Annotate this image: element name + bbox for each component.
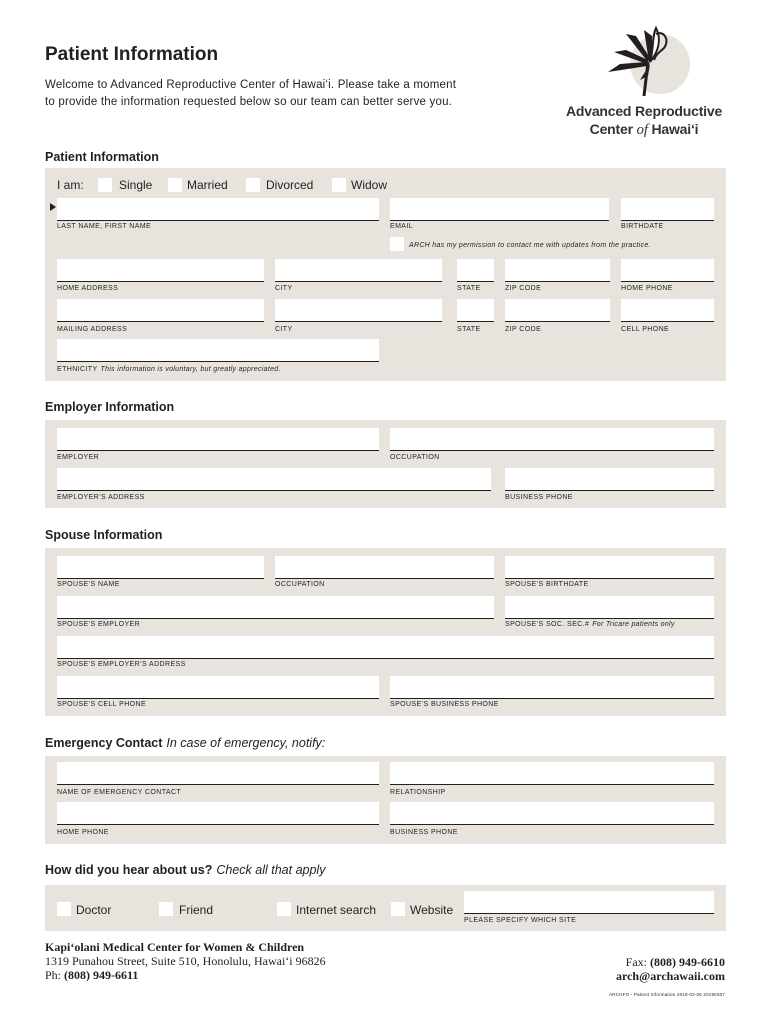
spouse-employer-field[interactable] <box>57 596 494 619</box>
divorced-checkbox[interactable] <box>246 178 260 192</box>
mailing-address-field[interactable] <box>57 299 264 322</box>
spouse-panel: SPOUSE’S NAME OCCUPATION SPOUSE’S BIRTHDATE SPOUSE’S EMPLOYER SPOUSE’S SOC. SEC.# For Tricare patients only SPOUSE’S EMPLOYER’S ADDRESS SPOUSE’S CELL PHONE SPOUSE’S BUSINESS PHONE <box>45 548 726 716</box>
married-checkbox[interactable] <box>168 178 182 192</box>
footer-contact-block: Fax: (808) 949-6610 arch@archawaii.com <box>615 955 725 983</box>
emergency-section-title: Emergency Contact In case of emergency, notify: <box>45 736 326 750</box>
friend-checkbox[interactable] <box>159 902 173 916</box>
intro-text: Welcome to Advanced Reproductive Center of Hawai‘i. Please take a moment to provide the information requested below so our team can better serve you. <box>45 79 457 108</box>
footer-address-block: Kapi‘olani Medical Center for Women & Children 1319 Punahou Street, Suite 510, Honolulu, Hawai‘i 96826 Ph: (808) 949-6611 <box>45 940 326 982</box>
widow-label: Widow <box>351 178 388 192</box>
spouse-employer-address-field[interactable] <box>57 636 714 659</box>
email-field[interactable] <box>390 198 609 221</box>
home-phone-field[interactable] <box>621 259 714 282</box>
iam-label: I am: <box>57 178 84 192</box>
spouse-business-phone-field[interactable] <box>390 676 714 699</box>
divorced-label: Divorced <box>266 178 314 192</box>
ethnicity-field[interactable] <box>57 339 379 362</box>
relationship-field[interactable] <box>390 762 714 785</box>
page-title: Patient Information <box>45 44 219 65</box>
permission-checkbox[interactable] <box>390 237 404 251</box>
single-label: Single <box>119 178 153 192</box>
city-field[interactable] <box>275 259 442 282</box>
referral-panel: Doctor Friend Internet search Website PLEASE SPECIFY WHICH SITE <box>45 885 726 931</box>
zip-field[interactable] <box>505 259 610 282</box>
single-checkbox[interactable] <box>98 178 112 192</box>
mailing-state-field[interactable] <box>457 299 494 322</box>
cell-phone-field[interactable] <box>621 299 714 322</box>
form-id: ARCHFO - Patient Information 2019-03-06 20190307 <box>609 992 725 997</box>
occupation-field[interactable] <box>390 428 714 451</box>
state-field[interactable] <box>457 259 494 282</box>
employer-field[interactable] <box>57 428 379 451</box>
logo-wordmark: Advanced Reproductive Center of Hawai‘i <box>565 103 723 138</box>
employer-address-field[interactable] <box>57 468 491 491</box>
website-checkbox[interactable] <box>391 902 405 916</box>
business-phone-field[interactable] <box>505 468 714 491</box>
emergency-name-field[interactable] <box>57 762 379 785</box>
spouse-name-field[interactable] <box>57 556 264 579</box>
bird-of-paradise-logo-icon <box>600 22 690 100</box>
emergency-home-phone-field[interactable] <box>57 802 379 825</box>
website-specify-field[interactable] <box>464 891 714 914</box>
spouse-birthdate-field[interactable] <box>505 556 714 579</box>
emergency-panel: NAME OF EMERGENCY CONTACT RELATIONSHIP HOME PHONE BUSINESS PHONE <box>45 756 726 844</box>
mailing-zip-field[interactable] <box>505 299 610 322</box>
spouse-section-title: Spouse Information <box>45 528 163 542</box>
mailing-city-field[interactable] <box>275 299 442 322</box>
footer-email: arch@archawaii.com <box>615 969 725 983</box>
referral-section-title: How did you hear about us? Check all that apply <box>45 863 326 877</box>
home-address-field[interactable] <box>57 259 264 282</box>
name-field[interactable] <box>57 198 379 221</box>
doctor-checkbox[interactable] <box>57 902 71 916</box>
permission-text: ARCH has my permission to contact me with updates from the practice. <box>409 242 651 249</box>
spouse-cell-phone-field[interactable] <box>57 676 379 699</box>
patient-section-title: Patient Information <box>45 150 159 164</box>
birthdate-field[interactable] <box>621 198 714 221</box>
widow-checkbox[interactable] <box>332 178 346 192</box>
married-label: Married <box>187 178 228 192</box>
field-pointer-icon <box>50 203 56 211</box>
spouse-ssn-field[interactable] <box>505 596 714 619</box>
internet-search-checkbox[interactable] <box>277 902 291 916</box>
employer-section-title: Employer Information <box>45 400 175 414</box>
spouse-occupation-field[interactable] <box>275 556 494 579</box>
employer-panel: EMPLOYER OCCUPATION EMPLOYER’S ADDRESS BUSINESS PHONE <box>45 420 726 508</box>
patient-panel: I am: Single Married Divorced Widow LAST NAME, FIRST NAME EMAIL BIRTHDATE ARCH has my permission to contact me with updates from the practice. HOME ADDRESS CITY STATE ZIP CODE HOME PHONE MAILING ADDRESS CITY STATE ZIP CODE CELL PHONE ETHNICITY This information is voluntary, but greatly appreciated. <box>45 168 726 381</box>
emergency-business-phone-field[interactable] <box>390 802 714 825</box>
